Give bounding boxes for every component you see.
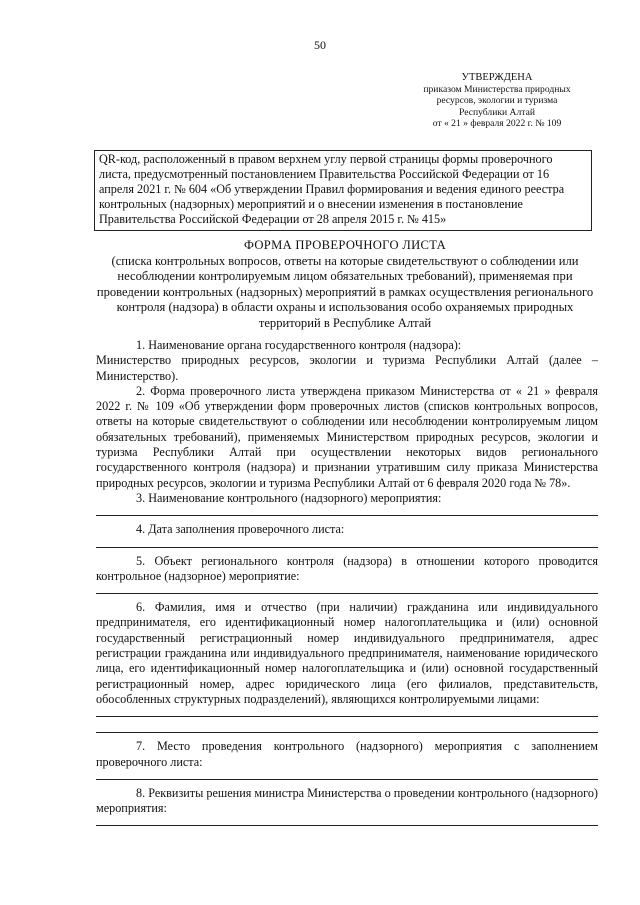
approval-heading: УТВЕРЖДЕНА bbox=[461, 72, 533, 83]
approval-line: приказом Министерства природных bbox=[423, 83, 571, 95]
item-1-label: 1. Наименование органа государственного контроля (надзора): bbox=[136, 338, 462, 352]
item-7: 7. Место проведения контрольного (надзорного) мероприятия с заполнением проверочного листа: bbox=[96, 739, 598, 769]
qr-code-note-box: QR-код, расположенный в правом верхнем углу первой страницы формы проверочного листа, предусмотренный постановлением Правительства Российской Федерации от 16 апреля 2021 г. № 604 «Об утверждении Правил формирования и ведения единого реестра контрольных (надзорных) мероприятий и о внесении изменения в постановление Правительства Российской Федерации от 28 апреля 2015 г. № 415» bbox=[94, 150, 592, 231]
fill-line bbox=[96, 584, 598, 594]
approval-line: от « 21 » февраля 2022 г. № 109 bbox=[432, 118, 562, 129]
item-3: 3. Наименование контрольного (надзорного) мероприятия: bbox=[136, 490, 442, 505]
item-5: 5. Объект регионального контроля (надзора) в отношении которого проводится контрольное (надзорное) мероприятие: bbox=[96, 553, 598, 583]
item-8: 8. Реквизиты решения министра Министерства о проведении контрольного (надзорного) мероприятия: bbox=[96, 785, 598, 816]
item-6: 6. Фамилия, имя и отчество (при наличии) гражданина или индивидуального предпринимателя, его идентификационный номер налогоплательщика и (или) основной государственный регистрационный номер индивидуального предпринимателя, адрес регистрации гражданина или индивидуального предпринимателя, наименование юридического лица, его идентификационный номер налогоплательщика и (или) основной государственный регистрационный номер, адрес юридического лица (его филиалов, представительств, обособленных структурных подразделений), являющихся контролируемыми лицами: bbox=[96, 600, 598, 706]
form-body bbox=[96, 338, 598, 832]
approval-line: ресурсов, экологии и туризма bbox=[436, 95, 558, 106]
fill-line bbox=[96, 816, 598, 826]
form-title: ФОРМА ПРОВЕРОЧНОГО ЛИСТА bbox=[243, 238, 446, 252]
approval-line: Республики Алтай bbox=[459, 106, 535, 118]
fill-line bbox=[96, 538, 598, 548]
fill-line bbox=[96, 707, 598, 717]
item-4: 4. Дата заполнения проверочного листа: bbox=[136, 522, 345, 537]
item-1-value: Министерство природных ресурсов, экологии и туризма Республики Алтай (далее – Министерство). bbox=[96, 353, 598, 383]
fill-line bbox=[96, 770, 598, 780]
form-heading bbox=[96, 238, 594, 331]
page-number: 50 bbox=[314, 38, 326, 52]
approval-stamp bbox=[412, 72, 582, 130]
item-2: 2. Форма проверочного листа утверждена приказом Министерства от « 21 » февраля 2022 г. № 109 «Об утверждении форм проверочных листов (списков контрольных вопросов, ответы на которые свидетельствуют о соблюдении или несоблюдении контролируемым лицом обязательных требований), применяемых Министерством природных ресурсов, экологии и туризма Республики Алтай при осуществлении некоторых видов регионального государственного контроля (надзора) и признании утратившим силу приказа Министерства природных ресурсов, экологии и туризма Республики Алтай от 6 февраля 2020 года № 78». bbox=[96, 383, 598, 490]
form-subtitle: (списка контрольных вопросов, ответы на которые свидетельствуют о соблюдении или несоблюдении контролируемым лицом обязательных требований), применяемая при проведении контрольных (надзорных) мероприятий в рамках осуществления регионального контроля (надзора) в области охраны и использования особо охраняемых природных территорий в Республике Алтай bbox=[96, 253, 594, 330]
fill-line bbox=[96, 506, 598, 516]
fill-line bbox=[96, 723, 598, 733]
